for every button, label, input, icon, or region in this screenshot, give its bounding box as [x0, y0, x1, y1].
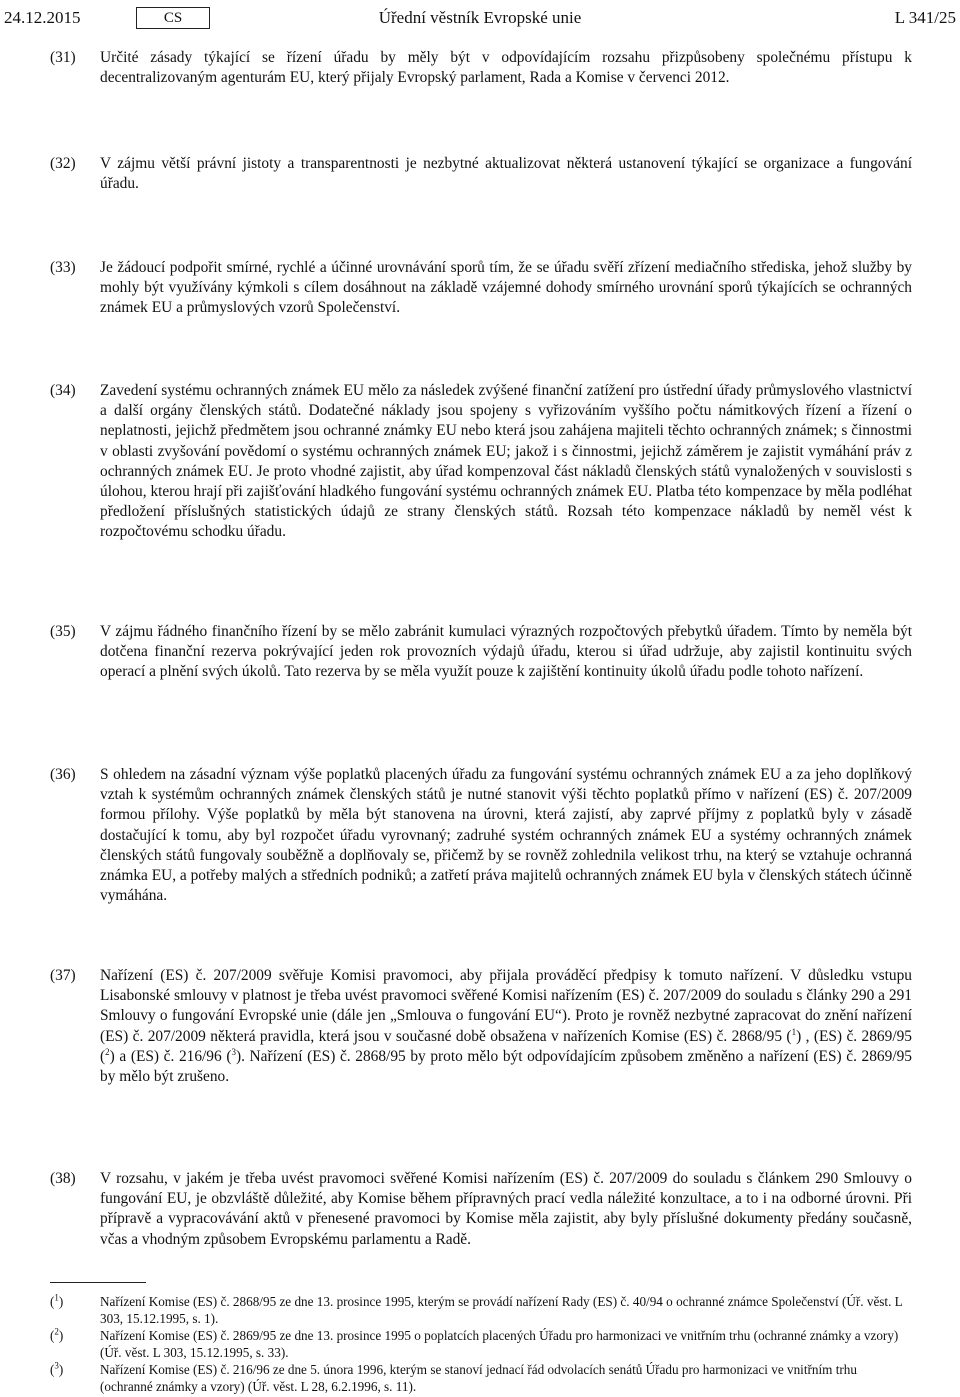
recital-32: [50, 154, 912, 194]
recital-37: [50, 966, 912, 1087]
recital-text: V rozsahu, v jakém je třeba uvést pravomoci svěřené Komisi nařízením (ES) č. 207/2009 do souladu s článkem 290 Smlouvy o fungování EU, je obzvláště důležité, aby Komise během přípravných prací vedla náležité konzultace, a to i na odborné úrovni. Při přípravě a vypracovávání aktů v přenesené pravomoci by Komise měla zajistit, aby byly příslušné dokumenty předány současně, včas a vhodným způsobem Evropskému parlamentu a Radě.: [100, 1170, 912, 1248]
recital-number: (35): [50, 623, 76, 640]
footnote-number: ($^3$): [50, 1360, 64, 1377]
recital-text: V zájmu řádného finančního řízení by se mělo zabránit kumulaci výrazných rozpočtových přebytků úřadem. Tímto by neměla být dotčena finanční rezerva pokrývající jeden rok provozních výdajů úřadu, kterou si úřad udržuje, aby zajistil kontinuitu svých operací a plnění svých úkolů. Tato rezerva by se měla využít pouze k zajištění kontinuity úkolů úřadu podle tohoto nařízení.: [100, 623, 912, 681]
footnote-3: [50, 1361, 912, 1396]
footnote-text: Nařízení Komise (ES) č. 2868/95 ze dne 13. prosince 1995, kterým se provádí nařízení Rady (ES) č. 40/94 o ochranné známce Společenství (Úř. věst. L 303, 15.12.1995, s. 1).: [100, 1294, 903, 1327]
recital-number: (32): [50, 155, 76, 172]
footnote-separator: [50, 1282, 146, 1283]
recital-number: (34): [50, 382, 76, 399]
footnote-2: [50, 1327, 912, 1362]
recital-number: (37): [50, 967, 76, 984]
recital-number: (36): [50, 766, 76, 783]
recital-number: (33): [50, 259, 76, 276]
recital-36: [50, 765, 912, 906]
recital-text: Je žádoucí podpořit smírné, rychlé a účinné urovnávání sporů tím, že se úřadu svěří zřízení mediačního střediska, jehož služby by mohly být využívány kýmkoli s cílem dosáhnout na základě vzájemné dohody smírného urovnání sporů týkajících se ochranných známek EU a průmyslových vzorů Společenství.: [100, 259, 912, 317]
recital-35: [50, 622, 912, 683]
recital-text: V zájmu větší právní jistoty a transparentnosti je nezbytné aktualizovat některá ustanovení týkající se organizace a fungování úřadu.: [100, 155, 912, 193]
footnote-text: Nařízení Komise (ES) č. 216/96 ze dne 5. února 1996, kterým se stanoví jednací řád odvolacích senátů Úřadu pro harmonizaci ve vnitřním trhu (ochranné známky a vzory) (Úř. věst. L 28, 6.2.1996, s. 11).: [100, 1362, 857, 1395]
footnote-ref[interactable]: 1: [791, 1026, 797, 1037]
footnote-text: Nařízení Komise (ES) č. 2869/95 ze dne 13. prosince 1995 o poplatcích placených Úřadu pro harmonizaci ve vnitřním trhu (ochranné známky a vzory) (Úř. věst. L 303, 15.12.1995, s. 33).: [100, 1328, 899, 1361]
recital-31: [50, 48, 912, 88]
footnote-number: ($^1$): [50, 1292, 64, 1309]
footnote-number: ($^2$): [50, 1326, 64, 1343]
recital-34: [50, 381, 912, 543]
publication-date: 24.12.2015: [4, 8, 81, 27]
journal-title: Úřední věstník Evropské unie: [378, 8, 582, 27]
recital-number: (38): [50, 1170, 76, 1187]
footnote-ref[interactable]: 3: [231, 1046, 236, 1057]
recital-text: Zavedení systému ochranných známek EU mělo za následek zvýšené finanční zatížení pro ústřední úřady průmyslového vlastnictví a další orgány členských států. Dodatečné náklady jsou spojeny s vyřizováním vyššího počtu námitkových řízení a řízení o neplatnosti, jejichž předmětem jsou ochranné známky EU nebo která jsou zahájena majiteli těchto ochranných známek; s činnostmi v oblasti zvyšování povědomí o systému ochranných známek EU; jakož i s činnostmi, jejichž záměrem je zajistit vymáhání práv z ochranných známek EU. Je proto vhodné zajistit, aby úřad kompenzoval část nákladů členských států vynaložených v souvislosti s úlohou, kterou hrají při zajišťování hladkého fungování systému ochranných známek EU. Platba této kompenzace by měla podléhat předložení příslušných statistických údajů ze strany členských států. Rozsah této kompenzace nákladů by neměl vést k rozpočtovému schodku úřadu.: [100, 382, 912, 541]
language-badge: CS: [136, 7, 210, 29]
recital-number: (31): [50, 49, 76, 66]
recital-text: Určité zásady týkající se řízení úřadu by měly být v odpovídajícím rozsahu přizpůsobeny společnému přístupu k decentralizovaným agenturám EU, který přijaly Evropský parlament, Rada a Komise v červenci 2012.: [100, 49, 912, 87]
recital-text: S ohledem na zásadní význam výše poplatků placených úřadu za fungování systému ochranných známek EU a za jeho doplňkový vztah k systémům ochranných známek členských států je nutné stanovit výši těchto poplatků přímo v nařízení (ES) č. 207/2009 formou přílohy. Výše poplatků by měla být stanovena na úrovni, která zajistí, aby zaprvé příjmy z poplatků byly v zásadě dostačující k tomu, aby byl rozpočet úřadu vyrovnaný; zadruhé systém ochranných známek EU a systémy ochranných známek členských států fungovaly souběžně a doplňovaly se, přičemž by se rovněž zohlednila velikost trhu, na který se vztahuje ochranná známka EU, a potřeby malých a středních podniků; a zatřetí práva majitelů ochranných známek EU byla v členských státech účinně vymáhána.: [100, 766, 912, 905]
recital-33: [50, 258, 912, 319]
recital-text: Nařízení (ES) č. 207/2009 svěřuje Komisi pravomoci, aby přijala prováděcí předpisy k tomuto nařízení. V důsledku vstupu Lisabonské smlouvy v platnost je třeba uvést pravomoci svěřené Komisi nařízením (ES) č. 207/2009 do souladu s články 290 a 291 Smlouvy o fungování Evropské unie (dále jen „Smlouva o fungování EU“). Proto je rovněž nezbytné zapracovat do znění nařízení (ES) č. 207/2009 některá pravidla, která jsou v současné době obsažena v nařízeních Komise (ES) č. 2868/95 ($^1$) , (ES) č. 2869/95 ($^2$) a (ES) č. 216/96 ($^3$). Nařízení (ES) č. 2868/95 by proto mělo být odpovídajícím způsobem změněno a nařízení (ES) č. 2869/95 by mělo být zrušeno.: [100, 967, 912, 1086]
recital-38: [50, 1169, 912, 1250]
footnote-ref[interactable]: 2: [105, 1046, 110, 1057]
page-number: L 341/25: [894, 8, 956, 27]
footnote-1: [50, 1293, 912, 1328]
page-header: [4, 6, 956, 30]
